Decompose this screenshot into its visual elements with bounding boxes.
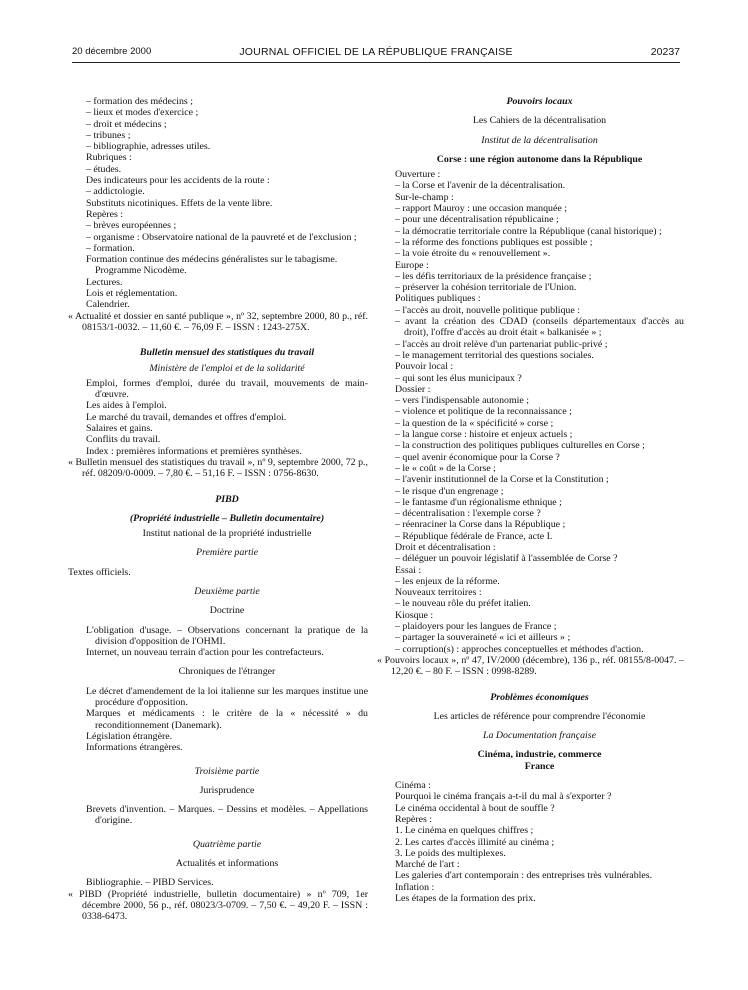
list-item: – l'accès au droit, nouvelle politique publique : <box>395 304 580 316</box>
list-item: – formation. <box>86 242 135 254</box>
list-item: – décentralisation : l'exemple corse ? <box>395 508 541 520</box>
list-item: – la démocratie territoriale contre la République (canal historique) ; <box>395 225 662 237</box>
list-item: – le fantasme d'un régionalisme ethnique ; <box>395 496 562 508</box>
list-item: – vers l'indispensable autonomie ; <box>395 395 529 407</box>
list-item: – plaidoyers pour les langues de France ; <box>395 621 557 633</box>
rubric-label: Rubriques : <box>86 152 132 164</box>
subsection-heading: Doctrine <box>209 605 245 617</box>
subsection-heading: Jurisprudence <box>199 784 255 796</box>
section-heading: PIBD <box>215 493 239 505</box>
rubric-label: Index : premières informations et premières synthèses. <box>86 445 302 457</box>
list-item: – la réforme des fonctions publiques est possible ; <box>395 236 593 248</box>
rubric-label: Bibliographie. – PIBD Services. <box>86 877 214 889</box>
rubric-label: Marché de l'art : <box>395 859 460 871</box>
list-item: – le management territorial des questions sociales. <box>395 349 594 361</box>
section-heading: Bulletin mensuel des statistiques du travail <box>139 347 315 359</box>
list-item: – partager la souveraineté « ici et ailleurs » ; <box>395 632 571 644</box>
rubric-label: Cinéma : <box>395 780 431 792</box>
rubric-label: Marques et médicaments : le critère de la « nécessité » du reconditionnement (Danemark). <box>86 708 368 731</box>
rubric-label: Législation étrangère. <box>86 730 173 742</box>
list-item: Pourquoi le cinéma français a-t-il du mal à s'exporter ? <box>395 791 612 803</box>
list-item: – la voie étroite du « renouvellement ». <box>395 248 551 260</box>
list-item: – réenraciner la Corse dans la République ; <box>395 519 566 531</box>
list-item: – avant la création des CDAD (conseils départementaux d'accès au droit), l'offre d'accès au droit était « balkanisée » ; <box>395 316 684 339</box>
list-item: – le risque d'un engrenage ; <box>395 485 504 497</box>
section-heading: Problèmes économiques <box>490 691 589 703</box>
publisher-name: La Documentation française <box>482 730 596 742</box>
rubric-label: Ouverture : <box>395 169 441 181</box>
section-subheading: (Propriété industrielle – Bulletin documentaire) <box>129 512 325 524</box>
issue-subtitle: France <box>524 760 555 772</box>
reference-note: « Bulletin mensuel des statistiques du travail », nº 9, septembre 2000, 72 p., réf. 08209/0-0009. – 7,80 €. – 51,16 F. – ISSN : 0756-8630. <box>68 456 368 480</box>
list-item: – études. <box>86 163 122 175</box>
list-item: – addictologie. <box>86 186 145 198</box>
rubric-label: L'obligation d'usage. – Observations concernant la pratique de la division d'opposition de l'OHMI. <box>86 624 368 647</box>
list-item: Les galeries d'art contemporain : des entreprises très vulnérables. <box>395 870 653 882</box>
rubric-label: Salaires et gains. <box>86 423 153 435</box>
rubric-label: Politiques publiques : <box>395 293 481 305</box>
list-item: 1. Le cinéma en quelques chiffres ; <box>395 825 534 837</box>
header-page-number: 20237 <box>650 46 680 58</box>
publisher-name: Institut national de la propriété industrielle <box>142 528 312 540</box>
issue-title: Corse : une région autonome dans la République <box>436 153 643 165</box>
rubric-label: Des indicateurs pour les accidents de la route : <box>86 175 270 187</box>
list-item: – tribunes ; <box>86 129 131 141</box>
right-column <box>377 96 684 904</box>
list-item: – rapport Mauroy : une occasion manquée ; <box>395 203 567 215</box>
part-heading: Troisième partie <box>194 765 260 777</box>
list-item: – pour une décentralisation républicaine ; <box>395 214 559 226</box>
list-item: – la Corse et l'avenir de la décentralisation. <box>395 180 566 192</box>
list-item: – la langue corse : histoire et enjeux actuels ; <box>395 429 573 441</box>
list-item: – République fédérale de France, acte I. <box>395 530 553 542</box>
list-item: – bibliographie, adresses utiles. <box>86 141 211 153</box>
list-item: – la question de la « spécificité » corse ; <box>395 417 554 429</box>
rubric-label: Formation continue des médecins généralistes sur le tabagisme. Programme Nicodème. <box>86 254 338 277</box>
header-rule <box>72 62 680 63</box>
list-item: – lieux et modes d'exercice ; <box>86 107 199 119</box>
list-item: 3. Le poids des multiplexes. <box>395 847 506 859</box>
rubric-label: Repères : <box>395 813 433 825</box>
rubric-label: Essai : <box>395 564 422 576</box>
reference-note: « Actualité et dossier en santé publique », nº 32, septembre 2000, 80 p., réf. 08153/1-0032. – 11,60 €. – 76,09 F. – ISSN : 1243-275X. <box>68 310 368 333</box>
rubric-label: Conflits du travail. <box>86 434 161 446</box>
rubric-label: Europe : <box>395 259 429 271</box>
part-heading: Quatrième partie <box>192 838 262 850</box>
rubric-label: Sur-le-champ : <box>395 191 454 203</box>
header-date: 20 décembre 2000 <box>72 46 152 57</box>
rubric-label: Nouveaux territoires : <box>395 587 482 599</box>
list-item: 2. Les cartes d'accès illimité au cinéma ; <box>395 836 555 848</box>
list-item: – quel avenir économique pour la Corse ? <box>395 451 560 463</box>
list-item: – qui sont les élus municipaux ? <box>395 372 522 384</box>
list-item: – préserver la cohésion territoriale de l'Union. <box>395 282 577 294</box>
list-item: – organisme : Observatoire national de la pauvreté et de l'exclusion ; <box>86 231 357 243</box>
rubric-label: Les aides à l'emploi. <box>86 400 167 412</box>
publisher-name: Institut de la décentralisation <box>481 134 598 146</box>
list-item: – le nouveau rôle du préfet italien. <box>395 598 531 610</box>
issue-title: Cinéma, industrie, commerce <box>477 749 602 761</box>
rubric-label: Brevets d'invention. – Marques. – Dessins et modèles. – Appellations d'origine. <box>86 804 368 827</box>
list-item: – corruption(s) : approches conceptuelles et méthodes d'action. <box>395 643 644 655</box>
list-item: – formation des médecins ; <box>86 96 193 107</box>
part-heading: Deuxième partie <box>194 585 260 597</box>
part-heading: Première partie <box>195 547 259 559</box>
rubric-label: Pouvoir local : <box>395 361 454 373</box>
list-item: – l'accès au droit relève d'un partenariat public-privé ; <box>395 338 608 350</box>
rubric-label: Lectures. <box>86 276 123 288</box>
list-item: – les enjeux de la réforme. <box>395 575 500 587</box>
header-title: JOURNAL OFFICIEL DE LA RÉPUBLIQUE FRANÇAISE <box>239 46 513 58</box>
rubric-label: Substituts nicotiniques. Effets de la vente libre. <box>86 197 273 209</box>
rubric-label: Le marché du travail, demandes et offres d'emploi. <box>86 411 287 423</box>
page-header <box>72 46 680 60</box>
list-item: Les étapes de la formation des prix. <box>395 893 536 904</box>
reference-note: « Pouvoirs locaux », nº 47, IV/2000 (décembre), 136 p., réf. 08155/8-0047. – 12,20 €. – 80 F. – ISSN : 0998-8289. <box>377 654 684 678</box>
reference-note: « PIBD (Propriété industrielle, bulletin documentaire) » nº 709, 1er décembre 2000, 56 p., réf. 08023/3-0709. – 7,50 €. – 49,20 F. – ISSN : 0338-6473. <box>68 888 368 923</box>
list-item: – droit et médecins ; <box>86 118 167 130</box>
rubric-label: Droit et décentralisation : <box>395 541 496 553</box>
rubric-label: Calendrier. <box>86 299 130 311</box>
list-item: – déléguer un pouvoir législatif à l'assemblée de Corse ? <box>395 553 618 565</box>
rubric-label: Internet, un nouveau terrain d'action pour les contrefacteurs. <box>86 647 324 659</box>
subsection-heading: Chroniques de l'étranger <box>178 666 276 678</box>
rubric-label: Le décret d'amendement de la loi italienne sur les marques institue une procédure d'opposition. <box>86 685 368 709</box>
rubric-label: Textes officiels. <box>68 566 131 578</box>
list-item: – violence et politique de la reconnaissance ; <box>395 406 572 418</box>
list-item: Le cinéma occidental à bout de souffle ? <box>395 802 555 814</box>
list-item: – brèves européennes ; <box>86 220 177 232</box>
publication-title: Les articles de référence pour comprendre l'économie <box>433 710 646 722</box>
list-item: – le « coût » de la Corse ; <box>395 462 496 474</box>
section-heading: Pouvoirs locaux <box>506 96 573 107</box>
rubric-label: Dossier : <box>395 383 431 395</box>
list-item: – la construction des politiques publiques culturelles en Corse ; <box>395 440 645 452</box>
rubric-label: Informations étrangères. <box>86 742 183 754</box>
list-item: – les défis territoriaux de la présidence française ; <box>395 270 592 282</box>
publication-title: Les Cahiers de la décentralisation <box>472 115 607 127</box>
rubric-label: Lois et réglementation. <box>86 288 178 300</box>
rubric-label: Inflation : <box>395 881 435 893</box>
list-item: – l'avenir institutionnel de la Corse et la Constitution ; <box>395 474 609 486</box>
left-column <box>68 96 368 923</box>
subsection-heading: Actualités et informations <box>175 858 279 870</box>
rubric-label: Emploi, formes d'emploi, durée du travail, mouvements de main-d'œuvre. <box>86 377 368 401</box>
rubric-label: Repères : <box>86 208 124 220</box>
rubric-label: Kiosque : <box>395 609 434 621</box>
section-subheading: Ministère de l'emploi et de la solidarité <box>149 362 305 374</box>
